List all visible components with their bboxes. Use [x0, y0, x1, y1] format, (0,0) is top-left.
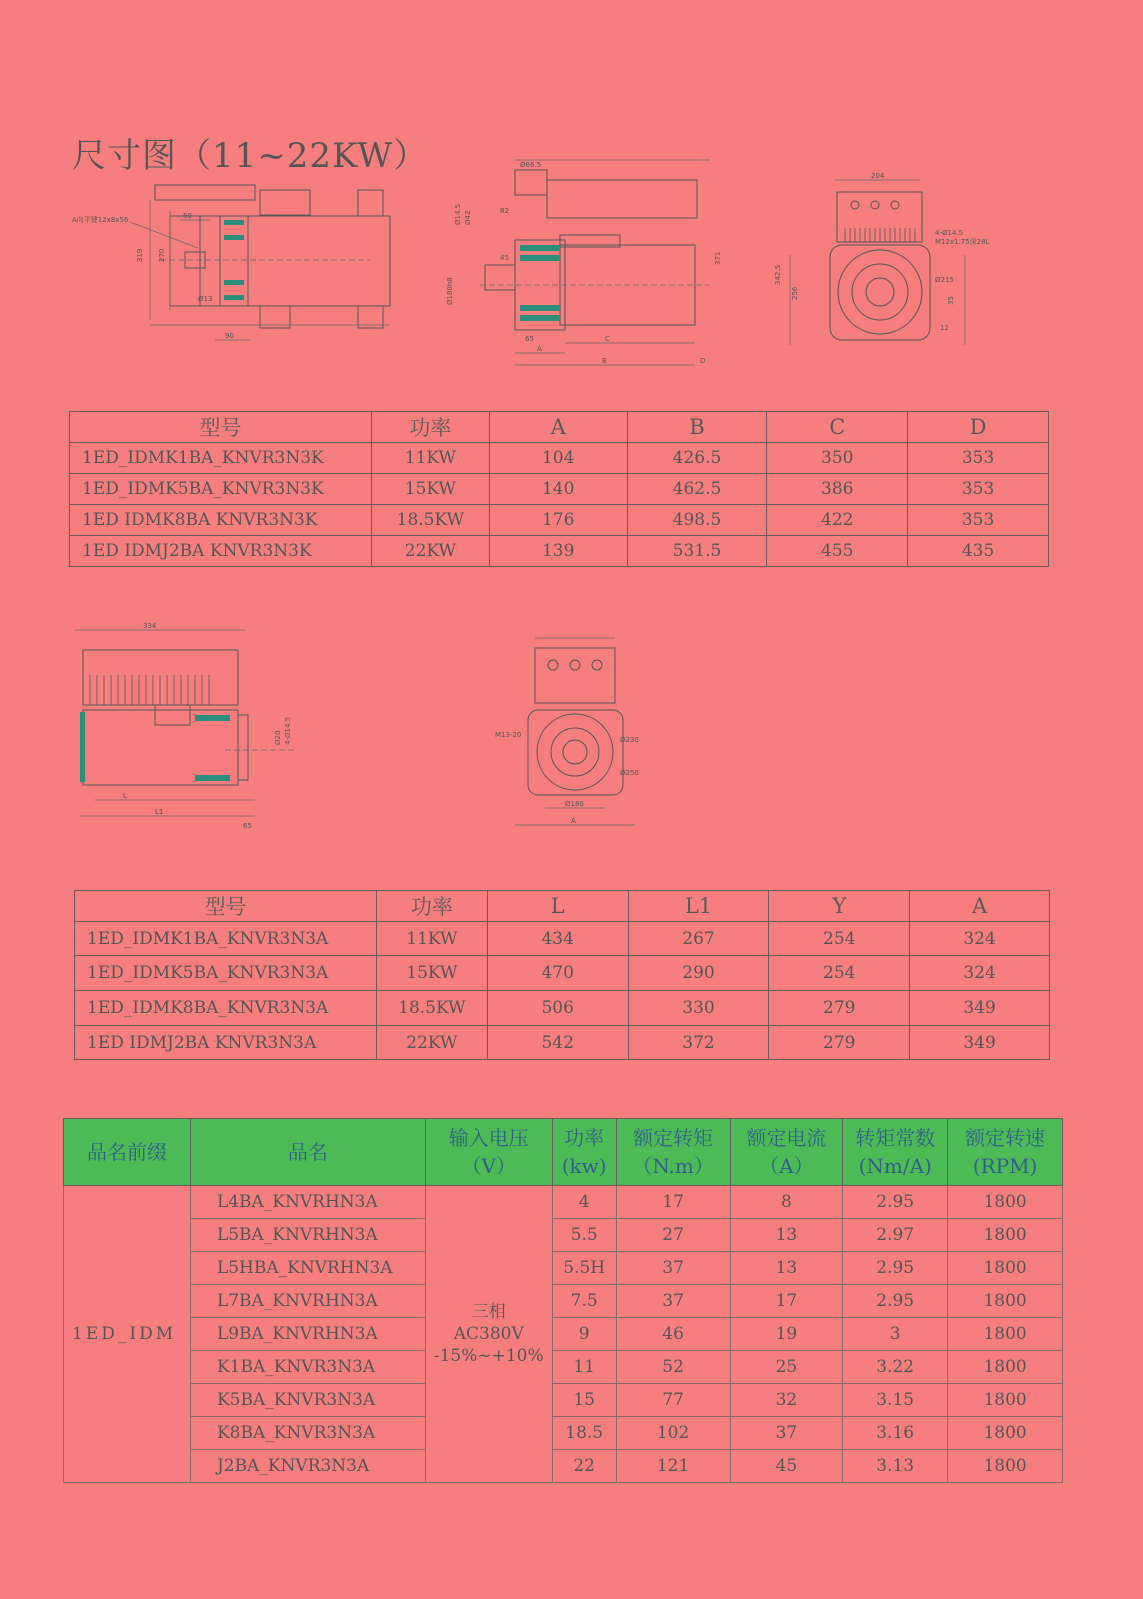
keyway-label: A向平键12x8x56: [72, 216, 129, 224]
table-row: [70, 443, 1049, 474]
b-cell: 531.5: [627, 536, 767, 567]
power-cell: 5.5H: [552, 1252, 616, 1285]
b-cell: 426.5: [627, 443, 767, 474]
table-row: [75, 956, 1050, 991]
torque-constant-cell: 3.15: [843, 1384, 948, 1417]
model-cell: 1ED_IDMK5BA_KNVR3N3A: [75, 956, 377, 991]
prefix-cell: 1ED_IDM: [64, 1186, 191, 1483]
torque-cell: 17: [616, 1186, 730, 1219]
header-l: L: [487, 891, 628, 922]
svg-text:256: 256: [791, 286, 799, 300]
l1-cell: 290: [628, 956, 769, 991]
speed-cell: 1800: [948, 1417, 1063, 1450]
name-cell: K5BA_KNVR3N3A: [190, 1384, 425, 1417]
svg-text:270: 270: [158, 248, 166, 262]
current-cell: 19: [730, 1318, 843, 1351]
power-cell: 4: [552, 1186, 616, 1219]
svg-text:A: A: [571, 817, 576, 825]
header-c: C: [767, 412, 908, 443]
header-power: 功率: [376, 891, 487, 922]
torque-constant-cell: 3.16: [843, 1417, 948, 1450]
c-cell: 386: [767, 474, 908, 505]
current-cell: 13: [730, 1252, 843, 1285]
svg-text:M12x1.75深28L: M12x1.75深28L: [935, 238, 990, 246]
svg-text:M13-20: M13-20: [495, 731, 522, 739]
table-row: [64, 1351, 1063, 1384]
svg-text:371: 371: [714, 251, 722, 265]
l-cell: 470: [487, 956, 628, 991]
speed-cell: 1800: [948, 1318, 1063, 1351]
model-cell: 1ED IDMJ2BA KNVR3N3A: [75, 1026, 377, 1060]
c-cell: 422: [767, 505, 908, 536]
table-header-row: [70, 412, 1049, 443]
header-voltage: 输入电压 （V）: [425, 1119, 552, 1186]
power-cell: 18.5KW: [376, 991, 487, 1026]
svg-text:82: 82: [500, 207, 509, 215]
speed-cell: 1800: [948, 1252, 1063, 1285]
svg-text:45: 45: [500, 254, 509, 262]
l1-cell: 330: [628, 991, 769, 1026]
svg-text:L: L: [123, 792, 127, 800]
d-cell: 435: [908, 536, 1049, 567]
svg-text:C: C: [605, 335, 610, 343]
table-header-row: [75, 891, 1050, 922]
name-cell: L7BA_KNVRHN3A: [190, 1285, 425, 1318]
torque-constant-cell: 2.95: [843, 1285, 948, 1318]
current-cell: 32: [730, 1384, 843, 1417]
torque-constant-cell: 3.22: [843, 1351, 948, 1384]
torque-constant-cell: 3: [843, 1318, 948, 1351]
svg-text:Ø230: Ø230: [620, 736, 639, 744]
name-cell: K8BA_KNVR3N3A: [190, 1417, 425, 1450]
svg-text:L1: L1: [155, 808, 164, 816]
dimension-table-1: [69, 411, 1049, 567]
motor-front-view-drawing: [775, 170, 1005, 355]
svg-text:B: B: [602, 357, 607, 365]
torque-cell: 46: [616, 1318, 730, 1351]
a-cell: 324: [910, 956, 1050, 991]
header-torque-constant: 转矩常数 (Nm/A): [843, 1119, 948, 1186]
svg-text:319: 319: [136, 248, 144, 262]
svg-text:Ø20: Ø20: [274, 730, 282, 745]
a-cell: 104: [489, 443, 627, 474]
model-cell: 1ED_IDMK8BA_KNVR3N3A: [75, 991, 377, 1026]
a-cell: 349: [910, 1026, 1050, 1060]
header-name: 品名: [190, 1119, 425, 1186]
svg-text:Ø14.5: Ø14.5: [454, 203, 462, 225]
y-cell: 254: [769, 922, 910, 956]
table-row: [64, 1384, 1063, 1417]
d-cell: 353: [908, 443, 1049, 474]
header-current: 额定电流 （A）: [730, 1119, 843, 1186]
svg-text:4-Ø14.5: 4-Ø14.5: [935, 229, 964, 237]
svg-text:12: 12: [940, 324, 949, 332]
header-speed: 额定转速 (RPM): [948, 1119, 1063, 1186]
model-cell: 1ED_IDMK5BA_KNVR3N3K: [70, 474, 372, 505]
current-cell: 13: [730, 1219, 843, 1252]
svg-text:334: 334: [143, 622, 157, 630]
speed-cell: 1800: [948, 1186, 1063, 1219]
torque-constant-cell: 2.95: [843, 1186, 948, 1219]
table-row: [70, 505, 1049, 536]
table-row: [64, 1450, 1063, 1483]
svg-text:35: 35: [947, 296, 955, 305]
name-cell: L4BA_KNVRHN3A: [190, 1186, 425, 1219]
header-l1: L1: [628, 891, 769, 922]
power-cell: 11KW: [371, 443, 489, 474]
svg-text:50: 50: [183, 212, 192, 220]
l-cell: 434: [487, 922, 628, 956]
svg-text:Ø180h8: Ø180h8: [446, 277, 454, 305]
table-row: [75, 1026, 1050, 1060]
svg-text:4-Ø14.5: 4-Ø14.5: [284, 716, 292, 745]
torque-cell: 52: [616, 1351, 730, 1384]
a-cell: 349: [910, 991, 1050, 1026]
l1-cell: 372: [628, 1026, 769, 1060]
power-cell: 15: [552, 1384, 616, 1417]
torque-cell: 27: [616, 1219, 730, 1252]
motor-top-view-drawing: [70, 180, 440, 355]
table-row: [64, 1186, 1063, 1219]
speed-cell: 1800: [948, 1285, 1063, 1318]
svg-text:Ø42: Ø42: [464, 210, 472, 225]
header-y: Y: [769, 891, 910, 922]
table-row: [70, 536, 1049, 567]
power-cell: 9: [552, 1318, 616, 1351]
d-cell: 353: [908, 505, 1049, 536]
header-model: 型号: [70, 412, 372, 443]
current-cell: 45: [730, 1450, 843, 1483]
model-cell: 1ED_IDMK1BA_KNVR3N3K: [70, 443, 372, 474]
header-b: B: [627, 412, 767, 443]
table-row: [64, 1285, 1063, 1318]
current-cell: 17: [730, 1285, 843, 1318]
current-cell: 8: [730, 1186, 843, 1219]
name-cell: J2BA_KNVR3N3A: [190, 1450, 425, 1483]
svg-text:Ø180: Ø180: [565, 800, 584, 808]
speed-cell: 1800: [948, 1450, 1063, 1483]
svg-text:204: 204: [871, 172, 885, 180]
header-d: D: [908, 412, 1049, 443]
model-cell: 1ED IDMJ2BA KNVR3N3K: [70, 536, 372, 567]
current-cell: 25: [730, 1351, 843, 1384]
header-a: A: [910, 891, 1050, 922]
power-cell: 22KW: [376, 1026, 487, 1060]
svg-text:65: 65: [243, 822, 252, 830]
motor-side-view-drawing: [440, 155, 730, 370]
power-cell: 22KW: [371, 536, 489, 567]
name-cell: K1BA_KNVR3N3A: [190, 1351, 425, 1384]
table-row: [70, 474, 1049, 505]
a-cell: 139: [489, 536, 627, 567]
y-cell: 279: [769, 1026, 910, 1060]
svg-text:342.5: 342.5: [774, 264, 782, 285]
header-power: 功率: [371, 412, 489, 443]
b-cell: 498.5: [627, 505, 767, 536]
a-cell: 176: [489, 505, 627, 536]
spec-table: [63, 1118, 1063, 1483]
l1-cell: 267: [628, 922, 769, 956]
l-cell: 542: [487, 1026, 628, 1060]
torque-constant-cell: 2.97: [843, 1219, 948, 1252]
voltage-cell: 三相 AC380V -15%~+10%: [425, 1186, 552, 1483]
svg-text:A: A: [537, 345, 542, 353]
header-prefix: 品名前缀: [64, 1119, 191, 1186]
power-cell: 15KW: [371, 474, 489, 505]
speed-cell: 1800: [948, 1351, 1063, 1384]
page-title: 尺寸图（11~22KW）: [72, 136, 429, 176]
name-cell: L9BA_KNVRHN3A: [190, 1318, 425, 1351]
torque-cell: 37: [616, 1252, 730, 1285]
table-row: [64, 1219, 1063, 1252]
y-cell: 279: [769, 991, 910, 1026]
spec-header-row: [64, 1119, 1063, 1186]
speed-cell: 1800: [948, 1219, 1063, 1252]
c-cell: 350: [767, 443, 908, 474]
c-cell: 455: [767, 536, 908, 567]
svg-text:90: 90: [225, 332, 234, 340]
power-cell: 22: [552, 1450, 616, 1483]
d-cell: 353: [908, 474, 1049, 505]
power-cell: 5.5: [552, 1219, 616, 1252]
svg-text:Ø250: Ø250: [620, 769, 639, 777]
speed-cell: 1800: [948, 1384, 1063, 1417]
torque-cell: 77: [616, 1384, 730, 1417]
table-row: [64, 1318, 1063, 1351]
svg-text:D: D: [700, 357, 706, 365]
torque-cell: 121: [616, 1450, 730, 1483]
header-torque: 额定转矩 （N.m）: [616, 1119, 730, 1186]
svg-text:65: 65: [525, 335, 534, 343]
y-cell: 254: [769, 956, 910, 991]
power-cell: 15KW: [376, 956, 487, 991]
power-cell: 7.5: [552, 1285, 616, 1318]
torque-cell: 37: [616, 1285, 730, 1318]
torque-constant-cell: 3.13: [843, 1450, 948, 1483]
current-cell: 37: [730, 1417, 843, 1450]
l-cell: 506: [487, 991, 628, 1026]
power-cell: 11KW: [376, 922, 487, 956]
table-row: [64, 1417, 1063, 1450]
torque-constant-cell: 2.95: [843, 1252, 948, 1285]
model-cell: 1ED_IDMK1BA_KNVR3N3A: [75, 922, 377, 956]
motor-side-view-drawing-2: [65, 620, 315, 835]
motor-front-view-drawing-2: [495, 630, 665, 835]
power-cell: 11: [552, 1351, 616, 1384]
model-cell: 1ED IDMK8BA KNVR3N3K: [70, 505, 372, 536]
name-cell: L5BA_KNVRHN3A: [190, 1219, 425, 1252]
power-cell: 18.5KW: [371, 505, 489, 536]
dimension-table-2: [74, 890, 1050, 1060]
table-row: [64, 1252, 1063, 1285]
a-cell: 140: [489, 474, 627, 505]
header-a: A: [489, 412, 627, 443]
power-cell: 18.5: [552, 1417, 616, 1450]
a-cell: 324: [910, 922, 1050, 956]
header-model: 型号: [75, 891, 377, 922]
header-power: 功率 (kw): [552, 1119, 616, 1186]
torque-cell: 102: [616, 1417, 730, 1450]
table-row: [75, 922, 1050, 956]
b-cell: 462.5: [627, 474, 767, 505]
svg-text:Ø215: Ø215: [935, 276, 954, 284]
table-row: [75, 991, 1050, 1026]
svg-text:Ø13: Ø13: [198, 295, 213, 303]
svg-text:Ø86.5: Ø86.5: [520, 161, 542, 169]
name-cell: L5HBA_KNVRHN3A: [190, 1252, 425, 1285]
